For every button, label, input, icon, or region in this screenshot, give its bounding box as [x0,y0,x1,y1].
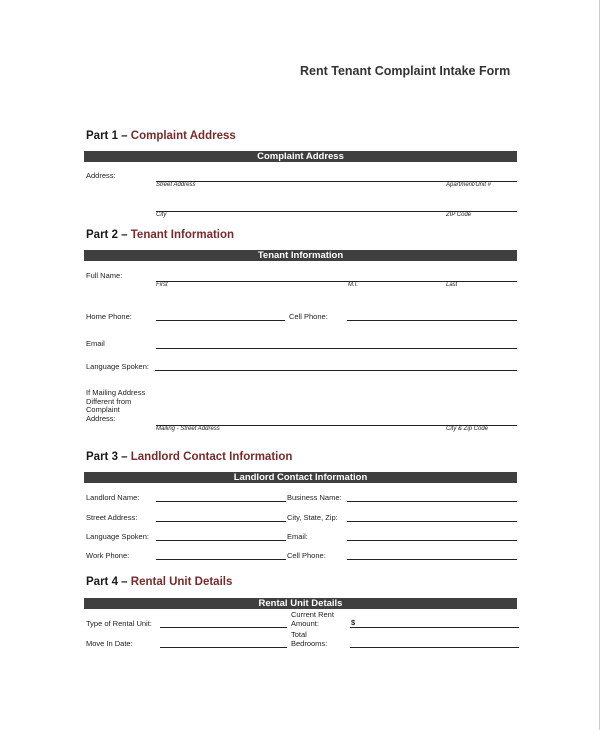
work-phone-label: Work Phone: [86,551,130,560]
landlord-cell-label: Cell Phone: [287,551,326,560]
language-label: Language Spoken: [86,362,149,371]
home-phone-label: Home Phone: [86,312,132,321]
part4-heading [86,576,232,588]
landlord-language-field[interactable] [156,540,286,541]
email-field[interactable] [156,348,517,349]
part1-prefix: Part 1 – [86,130,128,142]
dollar-sign: $ [351,618,356,627]
bedrooms-label [291,630,327,648]
city-zip-label: City & Zip Code [446,426,489,432]
part3-bar: Landlord Contact Information [84,472,517,483]
address-label: Address: [86,171,116,180]
business-name-field[interactable] [347,501,517,502]
email-label: Email [86,339,105,348]
part1-bar: Complaint Address [84,151,517,162]
landlord-name-field[interactable] [156,501,286,502]
mailing-street-label: Mailing - Street Address [156,426,220,432]
full-name-field[interactable] [156,281,517,282]
city-label: City [156,212,167,218]
part3-prefix: Part 3 – [86,451,128,463]
part2-prefix: Part 2 – [86,229,128,241]
part2-bar: Tenant Information [84,250,517,261]
full-name-label: Full Name: [86,271,123,280]
part1-heading [86,130,236,142]
apt-label: Apartment/Unit # [446,182,492,188]
language-field[interactable] [155,370,517,371]
rent-line: Current Rent [291,610,334,619]
landlord-street-field[interactable] [156,521,286,522]
landlord-email-label: Email: [287,532,308,541]
part4-bar: Rental Unit Details [84,598,517,609]
part1-name: Complaint Address [130,130,236,142]
move-in-label: Move In Date: [86,639,133,648]
landlord-name-label: Landlord Name: [86,493,140,502]
landlord-street-label: Street Address: [86,513,138,522]
cell-phone-field[interactable] [347,320,517,321]
home-phone-field[interactable] [156,320,285,321]
mailing-line: Complaint [86,405,120,414]
mailing-line: If Mailing Address [86,388,146,397]
part2-heading [86,229,234,241]
part2-name: Tenant Information [130,229,235,241]
part4-prefix: Part 4 – [86,576,128,588]
last-label: Last [446,282,458,288]
city-state-zip-label: City, State, Zip: [287,513,338,522]
rental-type-label: Type of Rental Unit: [86,619,152,628]
mailing-line: Address: [86,413,116,423]
cell-phone-label: Cell Phone: [289,312,328,321]
rent-line: Amount: [291,619,319,628]
landlord-language-label: Language Spoken: [86,532,149,541]
rental-type-field[interactable] [160,627,287,628]
rent-amount-field[interactable] [350,627,519,628]
bedrooms-field[interactable] [350,647,519,648]
work-phone-field[interactable] [156,559,286,560]
business-name-label: Business Name: [287,493,342,502]
part3-name: Landlord Contact Information [130,451,293,463]
bedrooms-line: Total [291,630,307,639]
landlord-cell-field[interactable] [347,559,517,560]
mailing-line: Different from [86,396,132,406]
form-title: Rent Tenant Complaint Intake Form [300,64,511,78]
zip-label: ZIP Code [446,212,472,218]
part4-name: Rental Unit Details [130,576,233,588]
move-in-field[interactable] [160,647,287,648]
first-label: First [156,282,168,288]
city-state-zip-field[interactable] [347,521,517,522]
mailing-label [86,389,145,423]
part3-heading [86,451,292,463]
mi-label: M.I. [348,282,358,288]
bedrooms-line: Bedrooms: [291,639,328,648]
street-label: Street Address [156,182,196,188]
rent-label [291,610,334,628]
landlord-email-field[interactable] [347,540,517,541]
